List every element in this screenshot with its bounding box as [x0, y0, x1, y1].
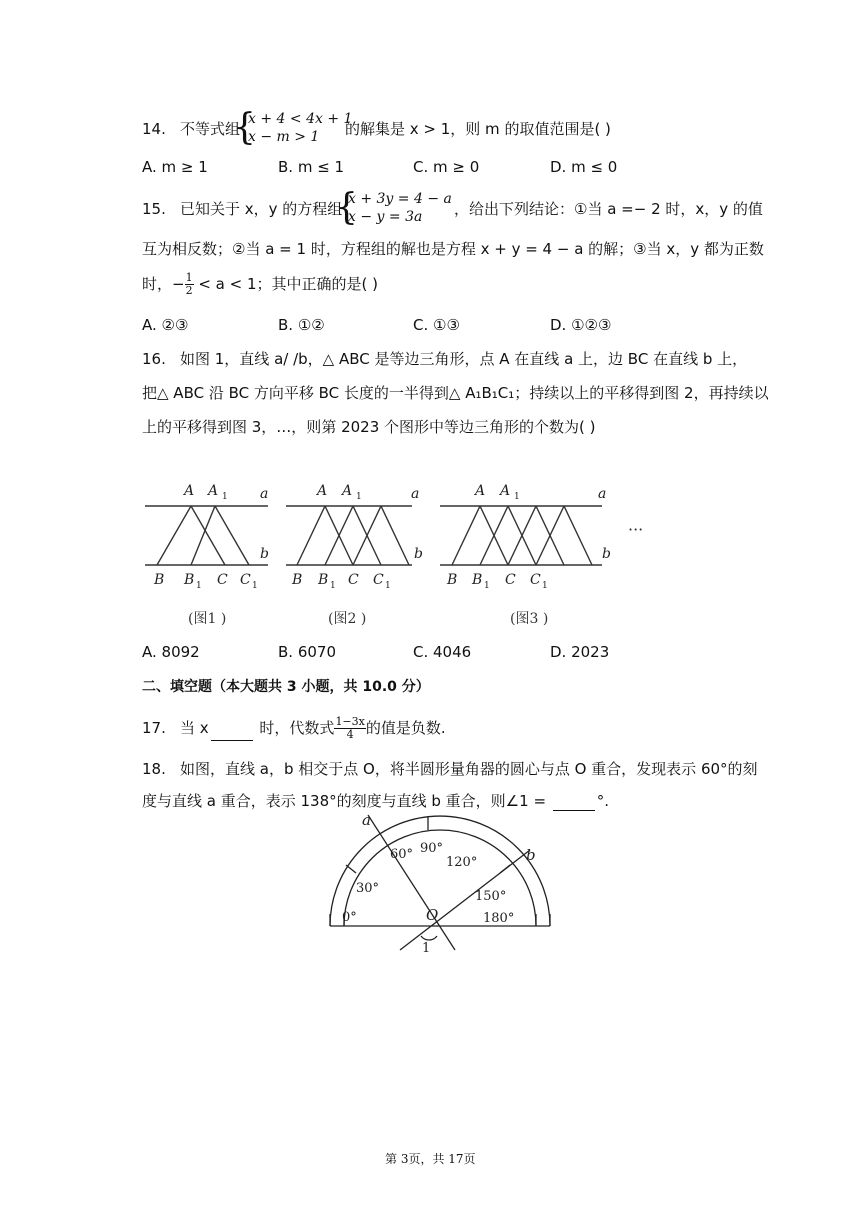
q14-option-c[interactable]: C. m ≥ 0 — [413, 158, 480, 176]
figure-ellipsis: ··· — [628, 520, 644, 539]
svg-text:C: C — [217, 572, 228, 588]
svg-text:B: B — [472, 572, 483, 588]
svg-text:A: A — [500, 483, 511, 499]
fraction-numerator: 1−3x — [335, 715, 365, 728]
q14-eq2: x − m > 1 — [248, 129, 320, 145]
q18-answer-blank[interactable] — [553, 796, 595, 811]
label-120: 120° — [446, 855, 478, 870]
svg-text:a: a — [411, 486, 420, 502]
fig2-caption: (图2 ) — [328, 611, 367, 627]
label-0: 0° — [342, 910, 357, 925]
q15-option-a[interactable]: A. ②③ — [142, 316, 189, 334]
q15-line2: 互为相反数；②当 a = 1 时，方程组的解也是方程 x + y = 4 − a 的解；③当 x，y 都为正数 — [142, 240, 764, 258]
q17-answer-blank[interactable] — [211, 726, 253, 741]
line-b-label: b — [526, 846, 536, 864]
q16-option-b[interactable]: B. 6070 — [278, 643, 337, 661]
svg-text:b: b — [414, 546, 423, 562]
label-150: 150° — [475, 889, 507, 904]
svg-text:1: 1 — [252, 581, 258, 591]
svg-text:C: C — [240, 572, 251, 588]
svg-text:A: A — [342, 483, 353, 499]
svg-text:B: B — [184, 572, 195, 588]
q16-option-d[interactable]: D. 2023 — [550, 643, 610, 661]
q15-post: ，给出下列结论：①当 a =− 2 时，x，y 的值 — [454, 200, 763, 218]
q18-line1-text: 如图，直线 a，b 相交于点 O，将半圆形量角器的圆心与点 O 重合，发现表示 60°的刻 — [180, 760, 758, 778]
point-o-label: O — [426, 906, 439, 924]
svg-text:B: B — [318, 572, 329, 588]
q17-pre: 当 x — [180, 719, 209, 737]
q17-post: 的值是负数. — [365, 719, 446, 737]
svg-text:B: B — [154, 572, 165, 588]
q15-system — [348, 190, 452, 226]
q16-line1-text: 如图 1，直线 a/ /b，△ ABC 是等边三角形，点 A 在直线 a 上，边 BC 在直线 b 上， — [180, 350, 748, 368]
angle-1-label: 1 — [422, 941, 431, 956]
q15-fraction — [185, 272, 194, 297]
question-number: 16. — [142, 350, 166, 368]
q14-post: 的解集是 x > 1，则 m 的取值范围是( ) — [345, 120, 611, 138]
q15-option-d[interactable]: D. ①②③ — [550, 316, 612, 334]
question-number: 15. — [142, 200, 166, 218]
svg-text:a: a — [260, 486, 269, 502]
q15-line3 — [142, 272, 378, 297]
q18-line1 — [142, 758, 758, 779]
q15-line3-pre: 时，− — [142, 275, 185, 293]
q14-brace: { — [233, 107, 256, 148]
fig1-caption: (图1 ) — [188, 611, 227, 627]
q15-option-b[interactable]: B. ①② — [278, 316, 325, 334]
svg-text:C: C — [373, 572, 384, 588]
q15-stem — [142, 198, 342, 219]
q14-system — [248, 110, 352, 146]
q16-figures — [140, 470, 660, 630]
svg-text:A: A — [208, 483, 219, 499]
svg-text:1: 1 — [330, 581, 336, 591]
fig3-caption: (图3 ) — [510, 611, 549, 627]
section-heading: 二、填空题（本大题共 3 小题，共 10.0 分） — [142, 679, 430, 695]
q16-line3: 上的平移得到图 3，…，则第 2023 个图形中等边三角形的个数为( ) — [142, 418, 596, 436]
protractor-figure — [320, 810, 560, 960]
svg-text:1: 1 — [542, 581, 548, 591]
fraction-numerator: 1 — [185, 271, 193, 284]
q14-option-a[interactable]: A. m ≥ 1 — [142, 158, 208, 176]
svg-text:b: b — [602, 546, 611, 562]
q18-line2 — [142, 790, 609, 811]
fraction-denominator: 4 — [346, 728, 354, 741]
svg-text:a: a — [598, 486, 607, 502]
question-number: 17. — [142, 719, 166, 737]
svg-text:C: C — [505, 572, 516, 588]
q17-mid: 时，代数式 — [254, 719, 335, 737]
line-a-label: a — [362, 811, 371, 829]
q14-pre: 不等式组 — [180, 120, 241, 138]
q15-eq2: x − y = 3a — [348, 209, 423, 225]
q17-stem — [142, 716, 446, 741]
svg-text:1: 1 — [196, 581, 202, 591]
label-90: 90° — [420, 841, 444, 856]
svg-text:C: C — [348, 572, 359, 588]
svg-text:A: A — [184, 483, 195, 499]
label-180: 180° — [483, 911, 515, 926]
svg-text:1: 1 — [484, 581, 490, 591]
fraction-denominator: 2 — [185, 284, 193, 297]
svg-text:1: 1 — [222, 492, 228, 502]
svg-text:A: A — [317, 483, 328, 499]
svg-text:1: 1 — [356, 492, 362, 502]
q14-stem — [142, 118, 240, 139]
svg-text:B: B — [447, 572, 458, 588]
q15-brace: { — [335, 187, 358, 228]
label-30: 30° — [356, 881, 380, 896]
label-60: 60° — [390, 847, 414, 862]
q14-option-d[interactable]: D. m ≤ 0 — [550, 158, 618, 176]
q15-pre: 已知关于 x，y 的方程组 — [180, 200, 343, 218]
q18-line2-pre: 度与直线 a 重合，表示 138°的刻度与直线 b 重合，则∠1 = — [142, 792, 547, 810]
svg-text:A: A — [475, 483, 486, 499]
q16-line2: 把△ ABC 沿 BC 方向平移 BC 长度的一半得到△ A₁B₁C₁；持续以上的平移得到图 2，再持续以 — [142, 384, 769, 402]
q17-fraction — [334, 716, 365, 741]
svg-text:1: 1 — [385, 581, 391, 591]
q18-line2-post: °. — [596, 792, 610, 810]
page-footer: 第 3页，共 17页 — [385, 1152, 476, 1166]
question-number: 18. — [142, 760, 166, 778]
q16-line1 — [142, 348, 747, 369]
q14-option-b[interactable]: B. m ≤ 1 — [278, 158, 345, 176]
q15-eq1: x + 3y = 4 − a — [348, 191, 452, 207]
q14-eq1: x + 4 < 4x + 1 — [248, 111, 353, 127]
svg-text:C: C — [530, 572, 541, 588]
question-number: 14. — [142, 120, 166, 138]
q15-line3-post: < a < 1；其中正确的是( ) — [193, 275, 378, 293]
svg-text:1: 1 — [514, 492, 520, 502]
q16-option-a[interactable]: A. 8092 — [142, 643, 200, 661]
svg-text:b: b — [260, 546, 269, 562]
q15-option-c[interactable]: C. ①③ — [413, 316, 460, 334]
q16-option-c[interactable]: C. 4046 — [413, 643, 472, 661]
svg-text:B: B — [292, 572, 303, 588]
